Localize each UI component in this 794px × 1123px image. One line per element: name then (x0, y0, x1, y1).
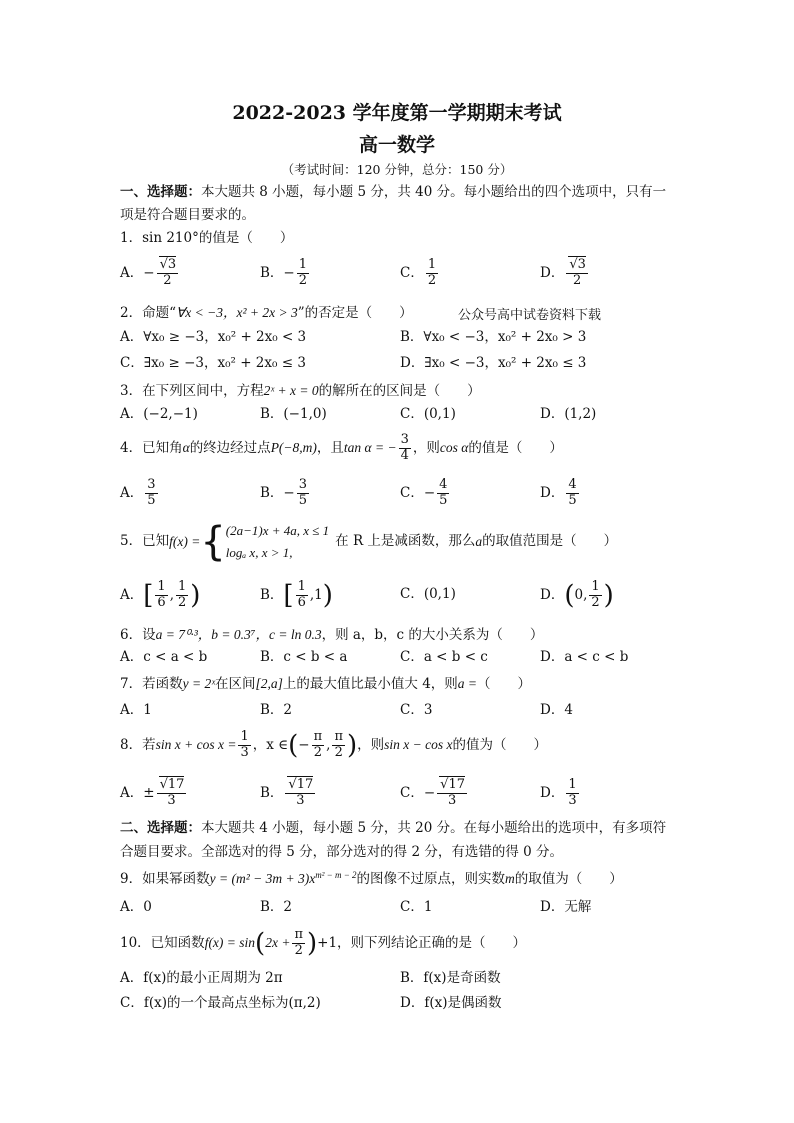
q10-option-d[interactable]: D．f(x)是偶函数 (400, 995, 502, 1011)
q9-option-b[interactable]: B．2 (260, 899, 293, 915)
exam-note: （考试时间：120 分钟，总分：150 分） (281, 162, 513, 177)
q7-stem: 7．若函数y = 2ˣ在区间[2,a]上的最大值比最小值大 4，则a =（ ） (120, 676, 532, 692)
q9-option-d[interactable]: D．无解 (540, 899, 592, 915)
q7-option-d[interactable]: D．4 (540, 702, 573, 718)
q8-option-a[interactable]: A．± √ $\frac{17}{3}$ (120, 778, 188, 809)
q6-option-a[interactable]: A．c < a < b (120, 649, 208, 665)
q9-stem: 9．如果幂函数$y = (m^2 - 3m + 3)x^{m^2 - m - 2}$的图像不过原点，则实数m的取值为（ ） (120, 869, 623, 887)
q1-option-c[interactable]: C． $\frac{1}{2}$ (400, 257, 437, 288)
exam-title: 2022-2023 学年度第一学期期末考试 (232, 102, 562, 124)
q10-option-c[interactable]: C．f(x)的一个最高点坐标为(π,2) (120, 995, 321, 1011)
q9-option-c[interactable]: C．1 (400, 899, 433, 915)
q5-option-d[interactable]: D．(0, $\frac{1}{2}$ ) (540, 579, 614, 611)
q2-option-c[interactable]: C．∃x₀ ≥ −3，x₀² + 2x₀ ≤ 3 (120, 355, 306, 371)
q8-option-d[interactable]: D． $\frac{1}{3}$ (540, 777, 577, 808)
section1-head: 一、选择题： (120, 184, 201, 200)
q7-option-a[interactable]: A．1 (120, 702, 152, 718)
q10-option-b[interactable]: B．f(x)是奇函数 (400, 970, 501, 986)
q8-option-b[interactable]: B． √ $\frac{17}{3}$ (260, 778, 317, 809)
q4-option-b[interactable]: B．− $\frac{3}{5}$ (260, 477, 308, 508)
q4-stem: 4．已知角α的终边经过点P(−8,m)，且tan α = − $\frac{3}{4}$ ，则cos α的值是（ ） (120, 432, 563, 463)
q5-option-a[interactable]: A．[ $\frac{1}{6}$ , $\frac{1}{2}$ ) (120, 579, 201, 611)
q8-stem: 8．若sin x + cos x = $\frac{1}{3}$ ，x ∈(− $\frac{\pi}{2}$ , $\frac{\pi}{2}$ )，则sin x − cos x的值为（ ） (120, 729, 547, 761)
q2-option-b[interactable]: B．∀x₀ < −3，x₀² + 2x₀ > 3 (400, 329, 587, 345)
q7-option-b[interactable]: B．2 (260, 702, 293, 718)
q4-option-a[interactable]: A． $\frac{3}{5}$ (120, 477, 156, 508)
q4-option-c[interactable]: C．− $\frac{4}{5}$ (400, 477, 448, 508)
q3-stem: 3．在下列区间中，方程2ˣ + x = 0的解所在的区间是（ ） (120, 383, 481, 399)
section2-line1 (120, 822, 666, 836)
section1-line2: 项是符合题目要求的。 (120, 207, 255, 223)
q2-option-a[interactable]: A．∀x₀ ≥ −3，x₀² + 2x₀ < 3 (120, 329, 307, 345)
q7-option-c[interactable]: C．3 (400, 702, 433, 718)
exam-subject: 高一数学 (358, 134, 435, 156)
q6-option-b[interactable]: B．c < b < a (260, 649, 348, 665)
q2-stem: 2．命题“∀x < −3，x² + 2x > 3”的否定是（ ） (120, 305, 413, 321)
q4-option-d[interactable]: D． $\frac{4}{5}$ (540, 477, 577, 508)
section1-line1 (120, 186, 666, 200)
section1-desc: 本大题共 8 小题，每小题 5 分，共 40 分。每小题给出的四个选项中，只有一 (201, 184, 667, 200)
q6-stem: 6．设a = 7⁰·³，b = 0.3⁷，c = ln 0.3，则 a，b，c 的大小关系为（ ） (120, 627, 544, 643)
q2-option-d[interactable]: D．∃x₀ < −3，x₀² + 2x₀ ≤ 3 (400, 355, 587, 371)
q10-stem: 10．已知函数f(x) = sin(2x + $\frac{\pi}{2}$ )+1，则下列结论正确的是（ ） (120, 927, 527, 959)
section2-head: 二、选择题： (120, 820, 201, 836)
q6-option-d[interactable]: D．a < c < b (540, 649, 629, 665)
q3-option-a[interactable]: A．(−2,−1) (120, 406, 198, 422)
q1-option-d[interactable]: D． √ $\frac{3}{2}$ (540, 258, 590, 289)
q6-option-c[interactable]: C．a < b < c (400, 649, 488, 665)
q1-stem: 1．sin 210°的值是（ ） (120, 230, 294, 246)
q3-option-b[interactable]: B．(−1,0) (260, 406, 327, 422)
section2-desc: 本大题共 4 小题，每小题 5 分，共 20 分。在每小题给出的选项中，有多项符 (201, 820, 667, 836)
q1-option-b[interactable]: B．− $\frac{1}{2}$ (260, 257, 308, 288)
q9-option-a[interactable]: A．0 (120, 899, 152, 915)
q5-option-c[interactable]: C．(0,1) (400, 586, 456, 602)
q1-option-a[interactable]: A．− √ $\frac{3}{2}$ (120, 258, 180, 289)
section2-line2: 合题目要求。全部选对的得 5 分，部分选对的得 2 分，有选错的得 0 分。 (120, 844, 564, 860)
q3-option-d[interactable]: D．(1,2) (540, 406, 597, 422)
q8-option-c[interactable]: C．− √ $\frac{17}{3}$ (400, 778, 469, 809)
q5-stem: 5．已知 f(x) = { (2a−1)x + 4a, x ≤ 1 logₐ x, x > 1, 在 R 上是减函数，那么 a 的取值范围是（ ） (120, 519, 618, 566)
watermark-text: 公众号高中试卷资料下载 (458, 308, 602, 323)
q3-option-c[interactable]: C．(0,1) (400, 406, 456, 422)
q10-option-a[interactable]: A．f(x)的最小正周期为 2π (120, 970, 283, 986)
q5-option-b[interactable]: B．[ $\frac{1}{6}$ ,1) (260, 579, 333, 611)
